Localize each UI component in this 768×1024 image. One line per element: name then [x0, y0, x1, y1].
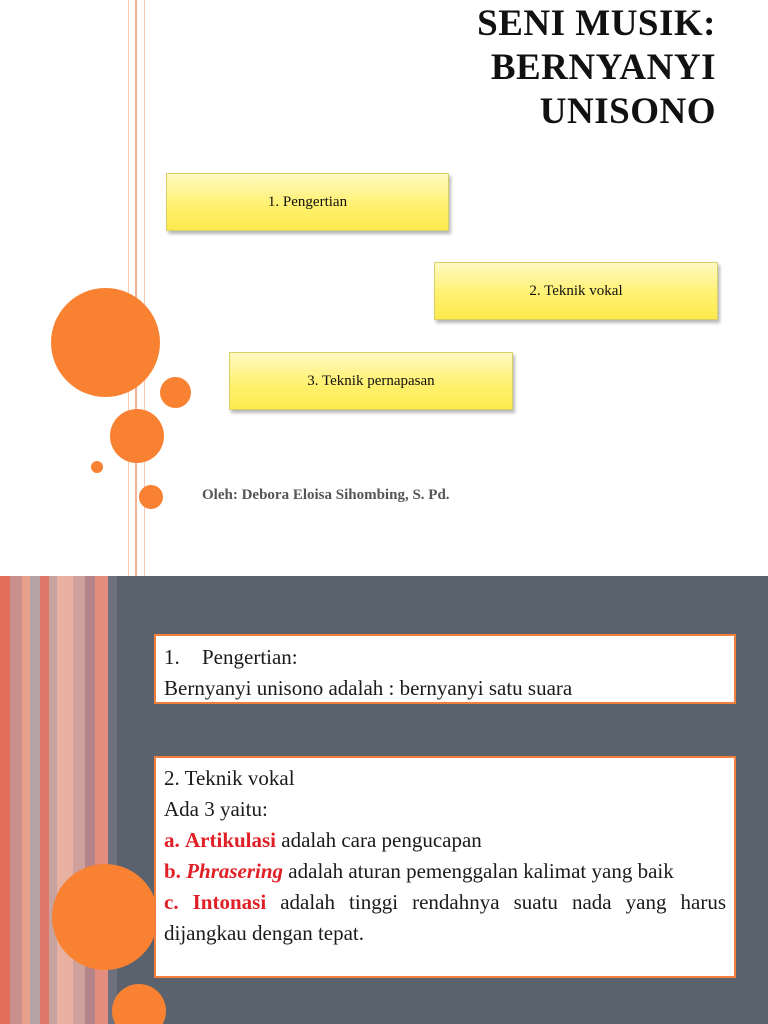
decorative-circle [112, 984, 166, 1024]
definition-card [154, 634, 736, 704]
decorative-stripe [30, 576, 40, 1024]
item-term: Phrasering [186, 859, 284, 883]
definition-title: Pengertian: [202, 645, 298, 669]
technique-item-intonation [164, 887, 726, 949]
item-letter: a. [164, 828, 180, 852]
slide-title [376, 2, 716, 134]
title-line: BERNYANYI [490, 47, 716, 88]
item-letter: b. [164, 859, 181, 883]
title-line: SENI MUSIK: [477, 3, 716, 44]
decorative-circle [139, 485, 163, 509]
technique-item-phrasering [164, 856, 726, 887]
item-letter: c. [164, 890, 179, 914]
item-term: Intonasi [192, 890, 267, 914]
decorative-line [135, 0, 137, 576]
decorative-stripe [10, 576, 22, 1024]
decorative-stripe [49, 576, 57, 1024]
definition-heading [164, 642, 726, 673]
decorative-stripe [0, 576, 10, 1024]
definition-text: Bernyanyi unisono adalah : bernyanyi satu suara [164, 676, 573, 700]
item-description: adalah aturan pemenggalan kalimat yang baik [283, 859, 674, 883]
vocal-technique-card [154, 756, 736, 978]
decorative-circle [110, 409, 164, 463]
decorative-line [128, 0, 129, 576]
menu-item-teknik-vokal[interactable]: 2. Teknik vokal [434, 262, 718, 320]
vocal-technique-intro: Ada 3 yaitu: [164, 797, 268, 821]
item-description: adalah tinggi rendahnya suatu nada yang harus dijangkau dengan tepat. [164, 890, 726, 945]
decorative-circle [91, 461, 103, 473]
decorative-stripe [40, 576, 49, 1024]
item-description: adalah cara pengucapan [276, 828, 482, 852]
content-slide [0, 576, 768, 1024]
vocal-technique-heading: 2. Teknik vokal [164, 766, 295, 790]
definition-number: 1. [164, 645, 180, 669]
menu-item-teknik-pernapasan[interactable]: 3. Teknik pernapasan [229, 352, 513, 410]
menu-item-pengertian[interactable]: 1. Pengertian [166, 173, 449, 231]
author-credit: Oleh: Debora Eloisa Sihombing, S. Pd. [202, 487, 450, 503]
decorative-stripe [22, 576, 30, 1024]
technique-item-articulation [164, 825, 726, 856]
decorative-circle-large [51, 288, 160, 397]
decorative-circle-large [52, 864, 158, 970]
title-line: UNISONO [539, 91, 716, 132]
item-term: Artikulasi [185, 828, 277, 852]
decorative-circle [160, 377, 191, 408]
